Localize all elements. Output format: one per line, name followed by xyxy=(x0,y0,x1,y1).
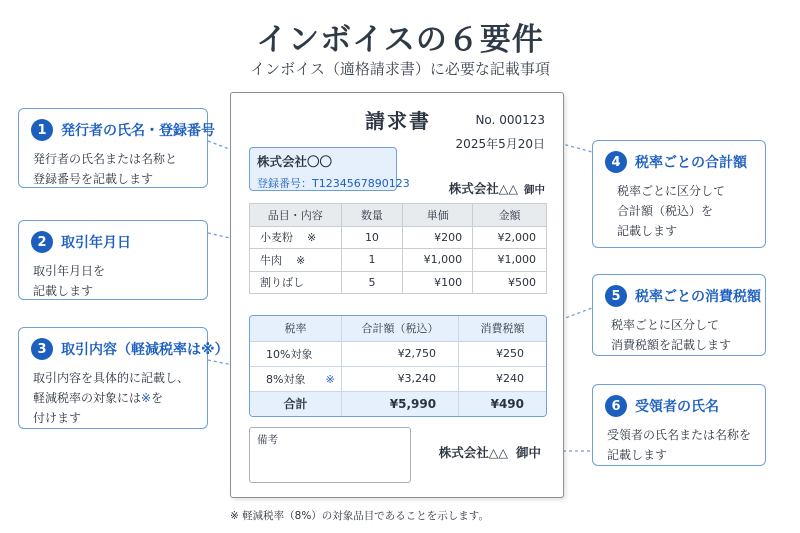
item-qty: 5 xyxy=(341,271,403,294)
col-header: 品目・内容 xyxy=(250,204,342,227)
card-title: 取引内容（軽減税率は※） xyxy=(61,342,229,358)
footnote: ※ 軽減税率（8%）の対象品目であることを示します。 xyxy=(230,510,489,522)
invoice-document xyxy=(230,92,564,498)
tax-summary-table xyxy=(250,316,546,416)
requirement-card-4 xyxy=(592,140,766,248)
table-row xyxy=(250,226,547,249)
invoice-date: 2025年5月20日 xyxy=(455,137,545,151)
recipient-name-top: 株式会社△△ 御中 xyxy=(448,181,545,196)
col-header: 消費税額 xyxy=(459,316,546,341)
item-amount: ¥1,000 xyxy=(473,249,547,272)
item-name: 小麦粉 ※ xyxy=(250,226,342,249)
col-header: 合計額（税込） xyxy=(341,316,458,341)
card-body: 税率ごとに区分して 消費税額を記載します xyxy=(611,318,732,352)
card-title: 取引年月日 xyxy=(61,235,131,251)
card-title: 税率ごとの消費税額 xyxy=(635,289,761,305)
card-title: 税率ごとの合計額 xyxy=(635,155,747,171)
recipient-name-bottom: 株式会社△△ 御中 xyxy=(438,445,541,460)
item-name: 牛肉 ※ xyxy=(250,249,342,272)
requirement-card-1 xyxy=(18,108,215,188)
item-name: 割りばし xyxy=(250,271,342,294)
invoice-title: 請求書 xyxy=(365,109,431,133)
card-title: 発行者の氏名・登録番号 xyxy=(61,123,215,139)
col-header: 数量 xyxy=(341,204,403,227)
tax-rate: 8%対象 ※ xyxy=(250,366,341,391)
reduced-rate-mark: ※ xyxy=(141,391,152,405)
page-title: インボイスの６要件 xyxy=(256,22,544,58)
tax-total: ¥2,750 xyxy=(341,341,458,366)
number-badge: 6 xyxy=(605,395,627,417)
number-badge: 4 xyxy=(605,151,627,173)
card-body: 受領者の氏名または名称を 記載します xyxy=(607,428,752,462)
requirement-card-2 xyxy=(18,220,208,300)
tax-amount: ¥240 xyxy=(459,366,546,391)
item-amount: ¥500 xyxy=(473,271,547,294)
item-qty: 1 xyxy=(341,249,403,272)
item-price: ¥100 xyxy=(403,271,473,294)
items-table xyxy=(249,203,547,294)
tax-rate: 10%対象 xyxy=(250,341,341,366)
tax-total: ¥3,240 xyxy=(341,366,458,391)
card-body: 取引内容を具体的に記載し、 軽減税率の対象には※を 付けます xyxy=(33,371,190,425)
requirement-card-5 xyxy=(592,274,766,356)
item-amount: ¥2,000 xyxy=(473,226,547,249)
number-badge: 1 xyxy=(31,119,53,141)
tax-header-row xyxy=(250,316,546,341)
card-body: 発行者の氏名または名称と 登録番号を記載します xyxy=(33,152,178,186)
invoice-number: No. 000123 xyxy=(475,113,545,127)
item-price: ¥200 xyxy=(403,226,473,249)
remarks-label: 備考 xyxy=(257,434,278,446)
total-label: 合計 xyxy=(250,391,341,416)
grand-total: ¥5,990 xyxy=(341,391,458,416)
table-row xyxy=(250,366,546,391)
requirement-card-6 xyxy=(592,384,766,466)
number-badge: 5 xyxy=(605,285,627,307)
table-row xyxy=(250,341,546,366)
number-badge: 3 xyxy=(31,338,53,360)
col-header: 金額 xyxy=(473,204,547,227)
requirement-card-3 xyxy=(18,327,229,429)
table-row xyxy=(250,249,547,272)
tax-total-row xyxy=(250,391,546,416)
item-qty: 10 xyxy=(341,226,403,249)
card-body: 取引年月日を 記載します xyxy=(33,264,106,298)
number-badge: 2 xyxy=(31,231,53,253)
tax-summary-box xyxy=(249,315,547,417)
card-title: 受領者の氏名 xyxy=(635,399,719,415)
remarks-box xyxy=(249,427,411,483)
page-subtitle: インボイス（適格請求書）に必要な記載事項 xyxy=(250,60,550,78)
card-body: 税率ごとに区分して 合計額（税込）を 記載します xyxy=(617,184,726,238)
tax-amount: ¥250 xyxy=(459,341,546,366)
col-header: 税率 xyxy=(250,316,341,341)
items-header-row xyxy=(250,204,547,227)
issuer-registration-number: 登録番号：T1234567890123 xyxy=(257,177,410,190)
issuer-name: 株式会社〇〇 xyxy=(257,154,333,169)
grand-tax: ¥490 xyxy=(459,391,546,416)
col-header: 単価 xyxy=(403,204,473,227)
item-price: ¥1,000 xyxy=(403,249,473,272)
issuer-box xyxy=(249,147,410,191)
table-row xyxy=(250,271,547,294)
